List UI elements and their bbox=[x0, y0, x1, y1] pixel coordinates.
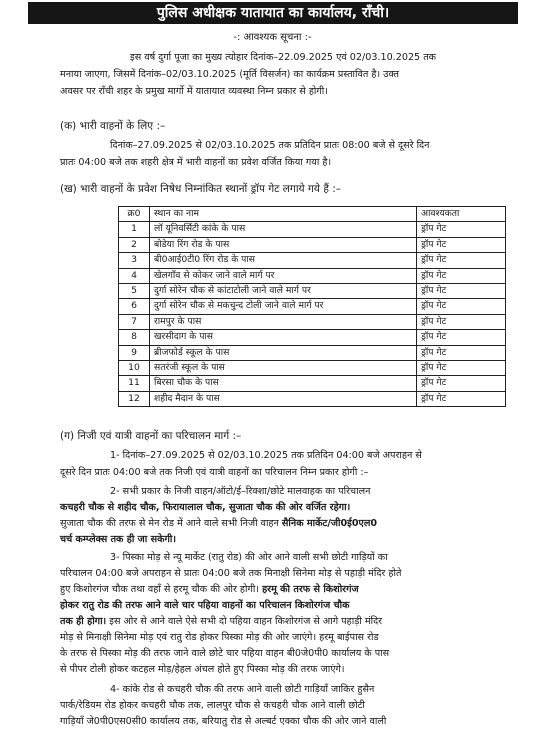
row-requirement: ड्रॉप गेट bbox=[417, 237, 506, 252]
intro-line-3: अवसर पर राँची शहर के प्रमुख मार्गो में यातायात व्यवस्था निम्न प्रकार से होगी। bbox=[60, 86, 328, 97]
ga-p3-line-4: होकर रातु रोड की तरफ आने वाले चार पहिया वाहनों का परिचालन किशोरगंज चौक bbox=[60, 600, 350, 611]
row-serial: 7 bbox=[119, 314, 150, 329]
notice-subtitle: -: आवश्यक सूचना :- bbox=[233, 32, 312, 43]
ga-p4-line-1: 4- कांके रोड से कचहरी चौक की तरफ आने वाली छोटी गाड़ियाँ जाकिर हुसैन bbox=[110, 684, 375, 695]
ga-p2-line-3b: सैनिक मार्केट/जी0ई0एल0 bbox=[281, 518, 378, 529]
ga-p3-line-2: परिचालन 04:00 बजे अपराहन से प्रातः 04:00 बजे तक मिनाक्षी सिनेमा मोड़ से पहाड़ी मंदिर होते bbox=[60, 568, 402, 579]
drop-gate-table bbox=[118, 206, 506, 407]
row-place: खेलगाँव से कोकर जाने वाले मार्ग पर bbox=[150, 268, 417, 283]
row-place: बोडेया रिंग रोड के पास bbox=[150, 237, 417, 252]
ga-p3-line-7: के तरफ से पिस्का मोड़ की तरफ जाने वाले छोटे चार पहिया वाहन बी0जे0पी0 कार्यालय के पास bbox=[60, 648, 390, 659]
row-serial: 4 bbox=[119, 268, 150, 283]
row-place: रामपुर के पास bbox=[150, 314, 417, 329]
ga-p4-line-2: पार्क/रेडियम रोड होकर कचहरी चौक तक, लालपुर चौक से कचहरी चौक आने वाली छोटी bbox=[60, 700, 365, 711]
table-row bbox=[119, 376, 506, 391]
table-row bbox=[119, 253, 506, 268]
row-serial: 9 bbox=[119, 345, 150, 360]
section-ka-heading: (क) भारी वाहनों के लिए :– bbox=[60, 120, 166, 132]
intro-line-2: मनाया जाएगा, जिसमें दिनांक–02/03.10.2025 (मूर्ति विसर्जन) का कार्यक्रम प्रस्तावित है। उक्त bbox=[60, 69, 400, 80]
row-serial: 1 bbox=[119, 222, 150, 237]
table-header-row bbox=[119, 207, 506, 222]
row-requirement: ड्रॉप गेट bbox=[417, 284, 506, 299]
row-serial: 11 bbox=[119, 376, 150, 391]
row-place: बिरसा चौक के पास bbox=[150, 376, 417, 391]
ga-p2-line-4: चर्च कम्प्लेक्स तक ही जा सकेगी। bbox=[60, 534, 176, 545]
ga-p3-line-1: 3- पिस्का मोड़ से न्यू मार्केट (रातु रोड) की ओर आने वाली सभी छोटी गाड़ियों का bbox=[110, 552, 388, 563]
table-row bbox=[119, 330, 506, 345]
ga-p3-line-6: मोड़ से मिनाक्षी सिनेमा मोड़ एवं रातु रोड होकर पिस्का मोड़ की ओर जाएंगे। हरमू बाईपास रोड bbox=[60, 632, 379, 643]
ga-p3-line-3 bbox=[60, 582, 359, 599]
row-place: शहीद मैदान के पास bbox=[150, 391, 417, 406]
ga-p2-line-3a: सुजाता चौक की तरफ से मेन रोड में आने वाले सभी निजी वाहन bbox=[60, 518, 282, 529]
section-ka-line-2: प्रातः 04:00 बजे तक शहरी क्षेत्र में भारी वाहनों का प्रवेश वर्जित किया गया है। bbox=[60, 157, 332, 168]
section-kha-heading: (ख) भारी वाहनों के प्रवेश निषेध निम्नांकित स्थानों ड्रॉप गेट लगाये गये हैं :– bbox=[60, 183, 342, 195]
row-serial: 12 bbox=[119, 391, 150, 406]
row-place: ब्रीजफोर्ड स्कूल के पास bbox=[150, 345, 417, 360]
section-ga-heading: (ग) निजी एवं यात्री वाहनों का परिचालन मार्ग :– bbox=[60, 430, 242, 442]
table-header-requirement: आवश्यकता bbox=[417, 207, 506, 222]
row-requirement: ड्रॉप गेट bbox=[417, 314, 506, 329]
ga-p2-line-2: कचहरी चौक से शहीद चौक, फिरायालाल चौक, सुजाता चौक की ओर वर्जित रहेगा। bbox=[60, 502, 351, 513]
table-header-serial: क्र0 bbox=[119, 207, 150, 222]
table-row bbox=[119, 361, 506, 376]
ga-p3-line-3a: हुए किशोरगंज चौक तथा वहाँ से हरमू चौक की ओर होगी। bbox=[60, 584, 263, 595]
table-row bbox=[119, 222, 506, 237]
row-requirement: ड्रॉप गेट bbox=[417, 299, 506, 314]
row-requirement: ड्रॉप गेट bbox=[417, 253, 506, 268]
row-serial: 2 bbox=[119, 237, 150, 252]
section-ka-line-1: दिनांक–27.09.2025 से 02/03.10.2025 तक प्रतिदिन प्रातः 08:00 बजे से दूसरे दिन bbox=[110, 140, 430, 151]
row-requirement: ड्रॉप गेट bbox=[417, 361, 506, 376]
table-header-place: स्थान का नाम bbox=[150, 207, 417, 222]
row-requirement: ड्रॉप गेट bbox=[417, 376, 506, 391]
row-place: दुर्गा सोरेन चौक से मकचुन्द टोली जाने वाले मार्ग पर bbox=[150, 299, 417, 314]
row-place: बी0आई0टी0 रिंग रोड के पास bbox=[150, 253, 417, 268]
row-requirement: ड्रॉप गेट bbox=[417, 345, 506, 360]
row-requirement: ड्रॉप गेट bbox=[417, 268, 506, 283]
row-serial: 6 bbox=[119, 299, 150, 314]
ga-p1-line-2: दूसरे दिन प्रातः 04:00 बजे तक निजी एवं यात्री वाहनों का परिचालन निम्न प्रकार होगी :– bbox=[60, 467, 369, 478]
row-place: लॉ यूनिवर्सिटी कांके के पास bbox=[150, 222, 417, 237]
ga-p3-line-5a: तक ही होगा। bbox=[60, 616, 107, 627]
row-serial: 5 bbox=[119, 284, 150, 299]
row-place: दुर्गा सोरेन चौक से कांटाटोली जाने वाले मार्ग पर bbox=[150, 284, 417, 299]
table-row bbox=[119, 345, 506, 360]
table-row bbox=[119, 284, 506, 299]
ga-p2-line-1: 2- सभी प्रकार के निजी वाहन/ऑटो/ई–रिक्शा/छोटे मालवाहक का परिचालन bbox=[110, 486, 371, 497]
row-place: सतरंजी स्कूल के पास bbox=[150, 361, 417, 376]
row-serial: 8 bbox=[119, 330, 150, 345]
ga-p2-line-3 bbox=[60, 516, 377, 533]
table-row bbox=[119, 237, 506, 252]
row-serial: 10 bbox=[119, 361, 150, 376]
ga-p4-line-3: गाड़ियाँ जे0पी0एस0सी0 कार्यालय तक, बरियातु रोड से अल्बर्ट एक्का चौक की ओर जाने वाली bbox=[60, 716, 387, 727]
table-row bbox=[119, 314, 506, 329]
row-requirement: ड्रॉप गेट bbox=[417, 391, 506, 406]
intro-line-1: इस वर्ष दुर्गा पूजा का मुख्य त्योहार दिनांक–22.09.2025 एवं 02/03.10.2025 तक bbox=[130, 52, 437, 63]
ga-p3-line-8: से पीपर टोली होकर कटहल मोड़/हेहल अंचल होते हुए पिस्का मोड़ की तरफ जाएंगे। bbox=[60, 664, 345, 675]
row-requirement: ड्रॉप गेट bbox=[417, 330, 506, 345]
row-requirement: ड्रॉप गेट bbox=[417, 222, 506, 237]
ga-p3-line-5b: इस ओर से आने वाले ऐसे सभी दो पहिया वाहन किशोरगंज से आगे पहाड़ी मंदिर bbox=[106, 616, 383, 627]
row-serial: 3 bbox=[119, 253, 150, 268]
ga-p3-line-5 bbox=[60, 614, 382, 631]
ga-p3-line-3b: हरमू की तरफ से किशोरगंज bbox=[262, 584, 359, 595]
table-row bbox=[119, 268, 506, 283]
row-place: खरसीदाग के पास bbox=[150, 330, 417, 345]
ga-p1-line-1: 1- दिनांक–27.09.2025 से 02/03.10.2025 तक प्रतिदिन 04:00 बजे अपराहन से bbox=[110, 450, 422, 461]
office-header: पुलिस अधीक्षक यातायात का कार्यालय, राँची। bbox=[28, 2, 518, 24]
table-row bbox=[119, 299, 506, 314]
table-row bbox=[119, 391, 506, 406]
